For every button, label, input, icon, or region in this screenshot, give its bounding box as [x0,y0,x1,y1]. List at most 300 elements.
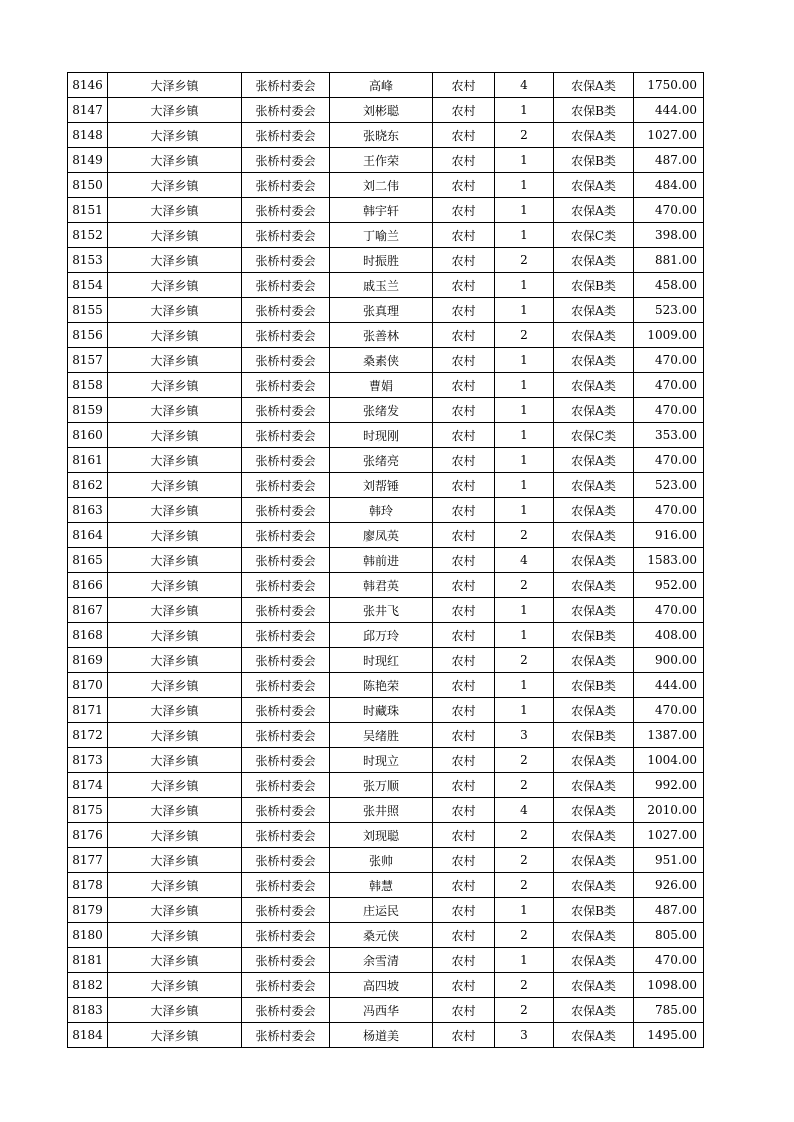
cell-category: 农保A类 [554,948,634,973]
cell-area: 农村 [433,898,495,923]
cell-village: 张桥村委会 [242,298,330,323]
cell-village: 张桥村委会 [242,798,330,823]
cell-count: 1 [495,948,554,973]
cell-village: 张桥村委会 [242,623,330,648]
cell-category: 农保A类 [554,698,634,723]
cell-amount: 785.00 [634,998,704,1023]
records-table [67,72,704,1048]
cell-id: 8157 [68,348,108,373]
cell-name: 时藏珠 [330,698,433,723]
cell-count: 2 [495,748,554,773]
cell-category: 农保A类 [554,923,634,948]
table-row [68,223,704,248]
cell-village: 张桥村委会 [242,523,330,548]
cell-town: 大泽乡镇 [108,248,242,273]
cell-id: 8168 [68,623,108,648]
cell-count: 1 [495,698,554,723]
cell-town: 大泽乡镇 [108,498,242,523]
cell-area: 农村 [433,973,495,998]
cell-count: 1 [495,348,554,373]
table-row [68,448,704,473]
cell-category: 农保A类 [554,473,634,498]
table-row [68,323,704,348]
cell-village: 张桥村委会 [242,848,330,873]
table-row [68,623,704,648]
cell-area: 农村 [433,623,495,648]
cell-amount: 470.00 [634,598,704,623]
cell-id: 8160 [68,423,108,448]
cell-town: 大泽乡镇 [108,123,242,148]
cell-amount: 470.00 [634,348,704,373]
cell-name: 张真理 [330,298,433,323]
cell-category: 农保A类 [554,323,634,348]
cell-id: 8153 [68,248,108,273]
cell-area: 农村 [433,173,495,198]
cell-amount: 916.00 [634,523,704,548]
cell-id: 8175 [68,798,108,823]
cell-town: 大泽乡镇 [108,373,242,398]
cell-amount: 523.00 [634,298,704,323]
cell-amount: 458.00 [634,273,704,298]
cell-amount: 951.00 [634,848,704,873]
cell-village: 张桥村委会 [242,998,330,1023]
cell-area: 农村 [433,423,495,448]
cell-name: 邱万玲 [330,623,433,648]
cell-village: 张桥村委会 [242,923,330,948]
cell-id: 8148 [68,123,108,148]
cell-name: 刘帮锤 [330,473,433,498]
cell-amount: 1009.00 [634,323,704,348]
cell-amount: 487.00 [634,148,704,173]
cell-count: 1 [495,98,554,123]
cell-count: 3 [495,723,554,748]
cell-amount: 805.00 [634,923,704,948]
cell-name: 韩前进 [330,548,433,573]
cell-id: 8169 [68,648,108,673]
cell-village: 张桥村委会 [242,498,330,523]
cell-category: 农保A类 [554,973,634,998]
cell-village: 张桥村委会 [242,148,330,173]
cell-count: 1 [495,623,554,648]
cell-area: 农村 [433,923,495,948]
cell-id: 8159 [68,398,108,423]
cell-name: 张万顺 [330,773,433,798]
cell-count: 2 [495,123,554,148]
cell-town: 大泽乡镇 [108,973,242,998]
table-row [68,398,704,423]
cell-town: 大泽乡镇 [108,748,242,773]
cell-area: 农村 [433,123,495,148]
cell-category: 农保A类 [554,348,634,373]
table-row [68,948,704,973]
table-row [68,923,704,948]
cell-town: 大泽乡镇 [108,923,242,948]
table-row [68,423,704,448]
cell-count: 1 [495,198,554,223]
cell-town: 大泽乡镇 [108,323,242,348]
cell-village: 张桥村委会 [242,773,330,798]
cell-area: 农村 [433,273,495,298]
cell-village: 张桥村委会 [242,1023,330,1048]
cell-area: 农村 [433,998,495,1023]
cell-count: 2 [495,848,554,873]
cell-name: 王作荣 [330,148,433,173]
cell-id: 8174 [68,773,108,798]
cell-amount: 353.00 [634,423,704,448]
cell-area: 农村 [433,773,495,798]
table-row [68,873,704,898]
cell-amount: 900.00 [634,648,704,673]
cell-town: 大泽乡镇 [108,273,242,298]
cell-name: 桑素侠 [330,348,433,373]
cell-area: 农村 [433,1023,495,1048]
cell-category: 农保A类 [554,598,634,623]
table-row [68,973,704,998]
cell-amount: 470.00 [634,373,704,398]
cell-town: 大泽乡镇 [108,448,242,473]
cell-town: 大泽乡镇 [108,598,242,623]
table-row [68,123,704,148]
cell-town: 大泽乡镇 [108,223,242,248]
cell-category: 农保B类 [554,148,634,173]
cell-town: 大泽乡镇 [108,473,242,498]
cell-category: 农保B类 [554,98,634,123]
cell-town: 大泽乡镇 [108,73,242,98]
cell-town: 大泽乡镇 [108,398,242,423]
cell-area: 农村 [433,873,495,898]
cell-category: 农保A类 [554,298,634,323]
cell-town: 大泽乡镇 [108,998,242,1023]
cell-category: 农保A类 [554,448,634,473]
cell-village: 张桥村委会 [242,748,330,773]
cell-count: 2 [495,573,554,598]
cell-name: 刘彬聪 [330,98,433,123]
cell-amount: 470.00 [634,498,704,523]
cell-id: 8161 [68,448,108,473]
cell-category: 农保A类 [554,498,634,523]
cell-id: 8182 [68,973,108,998]
cell-town: 大泽乡镇 [108,673,242,698]
cell-category: 农保A类 [554,548,634,573]
cell-count: 4 [495,73,554,98]
cell-area: 农村 [433,648,495,673]
cell-village: 张桥村委会 [242,373,330,398]
cell-village: 张桥村委会 [242,898,330,923]
cell-amount: 1004.00 [634,748,704,773]
cell-category: 农保B类 [554,623,634,648]
table-row [68,523,704,548]
cell-amount: 487.00 [634,898,704,923]
cell-count: 1 [495,148,554,173]
cell-amount: 470.00 [634,698,704,723]
cell-count: 1 [495,473,554,498]
table-row [68,573,704,598]
cell-name: 戚玉兰 [330,273,433,298]
table-row [68,348,704,373]
cell-category: 农保A类 [554,573,634,598]
cell-id: 8165 [68,548,108,573]
cell-id: 8177 [68,848,108,873]
cell-count: 1 [495,898,554,923]
table-row [68,798,704,823]
table-row [68,298,704,323]
cell-village: 张桥村委会 [242,98,330,123]
cell-village: 张桥村委会 [242,973,330,998]
cell-village: 张桥村委会 [242,423,330,448]
cell-name: 张井飞 [330,598,433,623]
cell-town: 大泽乡镇 [108,698,242,723]
cell-category: 农保A类 [554,73,634,98]
cell-name: 丁喻兰 [330,223,433,248]
cell-name: 张绪亮 [330,448,433,473]
cell-town: 大泽乡镇 [108,298,242,323]
cell-name: 桑元侠 [330,923,433,948]
cell-name: 张善林 [330,323,433,348]
cell-amount: 484.00 [634,173,704,198]
table-row [68,773,704,798]
cell-count: 2 [495,823,554,848]
cell-id: 8155 [68,298,108,323]
cell-town: 大泽乡镇 [108,623,242,648]
cell-category: 农保B类 [554,273,634,298]
cell-area: 农村 [433,673,495,698]
table-row [68,148,704,173]
table-row [68,598,704,623]
cell-area: 农村 [433,198,495,223]
cell-name: 高峰 [330,73,433,98]
cell-amount: 444.00 [634,673,704,698]
cell-name: 刘现聪 [330,823,433,848]
cell-area: 农村 [433,848,495,873]
cell-town: 大泽乡镇 [108,348,242,373]
cell-category: 农保B类 [554,898,634,923]
cell-village: 张桥村委会 [242,198,330,223]
cell-area: 农村 [433,373,495,398]
cell-count: 2 [495,323,554,348]
cell-category: 农保C类 [554,223,634,248]
cell-name: 时现刚 [330,423,433,448]
table-row [68,198,704,223]
cell-area: 农村 [433,798,495,823]
table-row [68,548,704,573]
cell-village: 张桥村委会 [242,573,330,598]
cell-category: 农保A类 [554,123,634,148]
cell-id: 8184 [68,1023,108,1048]
table-row [68,823,704,848]
cell-name: 时现立 [330,748,433,773]
cell-count: 4 [495,548,554,573]
cell-category: 农保B类 [554,673,634,698]
cell-area: 农村 [433,598,495,623]
table-row [68,898,704,923]
table-row [68,373,704,398]
cell-town: 大泽乡镇 [108,648,242,673]
cell-count: 2 [495,923,554,948]
cell-id: 8166 [68,573,108,598]
table-row [68,473,704,498]
cell-count: 1 [495,448,554,473]
cell-id: 8158 [68,373,108,398]
cell-town: 大泽乡镇 [108,723,242,748]
cell-village: 张桥村委会 [242,323,330,348]
table-row [68,723,704,748]
cell-category: 农保A类 [554,798,634,823]
cell-category: 农保B类 [554,723,634,748]
cell-village: 张桥村委会 [242,173,330,198]
cell-area: 农村 [433,573,495,598]
cell-amount: 470.00 [634,948,704,973]
cell-area: 农村 [433,223,495,248]
cell-name: 杨道美 [330,1023,433,1048]
cell-village: 张桥村委会 [242,398,330,423]
cell-count: 2 [495,523,554,548]
table-row [68,273,704,298]
cell-id: 8178 [68,873,108,898]
cell-name: 时现红 [330,648,433,673]
cell-category: 农保A类 [554,648,634,673]
table-row [68,1023,704,1048]
cell-amount: 992.00 [634,773,704,798]
table-row [68,498,704,523]
cell-count: 1 [495,498,554,523]
cell-amount: 1027.00 [634,123,704,148]
cell-count: 3 [495,1023,554,1048]
cell-town: 大泽乡镇 [108,173,242,198]
cell-id: 8171 [68,698,108,723]
table-row [68,998,704,1023]
cell-category: 农保A类 [554,848,634,873]
cell-area: 农村 [433,398,495,423]
cell-name: 韩君英 [330,573,433,598]
cell-town: 大泽乡镇 [108,198,242,223]
cell-amount: 1750.00 [634,73,704,98]
cell-name: 廖凤英 [330,523,433,548]
cell-id: 8149 [68,148,108,173]
cell-id: 8147 [68,98,108,123]
cell-category: 农保A类 [554,873,634,898]
cell-id: 8164 [68,523,108,548]
cell-village: 张桥村委会 [242,823,330,848]
cell-amount: 881.00 [634,248,704,273]
table-row [68,848,704,873]
cell-area: 农村 [433,248,495,273]
cell-area: 农村 [433,148,495,173]
cell-area: 农村 [433,823,495,848]
cell-area: 农村 [433,723,495,748]
cell-amount: 470.00 [634,198,704,223]
cell-id: 8176 [68,823,108,848]
cell-village: 张桥村委会 [242,448,330,473]
cell-village: 张桥村委会 [242,723,330,748]
cell-id: 8167 [68,598,108,623]
cell-category: 农保A类 [554,1023,634,1048]
cell-area: 农村 [433,448,495,473]
cell-area: 农村 [433,73,495,98]
cell-village: 张桥村委会 [242,598,330,623]
cell-id: 8146 [68,73,108,98]
cell-count: 1 [495,298,554,323]
cell-name: 陈艳荣 [330,673,433,698]
cell-area: 农村 [433,98,495,123]
cell-count: 2 [495,873,554,898]
cell-count: 2 [495,648,554,673]
cell-amount: 952.00 [634,573,704,598]
cell-count: 2 [495,998,554,1023]
table-row [68,698,704,723]
cell-name: 韩慧 [330,873,433,898]
cell-amount: 1027.00 [634,823,704,848]
cell-village: 张桥村委会 [242,473,330,498]
cell-count: 1 [495,398,554,423]
cell-town: 大泽乡镇 [108,948,242,973]
cell-area: 农村 [433,948,495,973]
cell-amount: 398.00 [634,223,704,248]
cell-count: 1 [495,223,554,248]
cell-id: 8172 [68,723,108,748]
cell-count: 4 [495,798,554,823]
cell-amount: 444.00 [634,98,704,123]
cell-id: 8173 [68,748,108,773]
cell-name: 刘二伟 [330,173,433,198]
cell-name: 张帅 [330,848,433,873]
cell-town: 大泽乡镇 [108,423,242,448]
cell-village: 张桥村委会 [242,698,330,723]
cell-amount: 2010.00 [634,798,704,823]
cell-name: 庄运民 [330,898,433,923]
cell-village: 张桥村委会 [242,273,330,298]
cell-village: 张桥村委会 [242,348,330,373]
cell-town: 大泽乡镇 [108,523,242,548]
cell-area: 农村 [433,698,495,723]
cell-name: 曹娟 [330,373,433,398]
cell-id: 8179 [68,898,108,923]
cell-area: 农村 [433,498,495,523]
cell-category: 农保A类 [554,748,634,773]
cell-name: 韩玲 [330,498,433,523]
table-row [68,173,704,198]
cell-category: 农保A类 [554,198,634,223]
cell-category: 农保A类 [554,998,634,1023]
cell-village: 张桥村委会 [242,673,330,698]
cell-name: 高四坡 [330,973,433,998]
cell-count: 1 [495,673,554,698]
cell-village: 张桥村委会 [242,873,330,898]
cell-id: 8183 [68,998,108,1023]
cell-id: 8163 [68,498,108,523]
cell-amount: 470.00 [634,398,704,423]
cell-amount: 1495.00 [634,1023,704,1048]
cell-area: 农村 [433,323,495,348]
cell-town: 大泽乡镇 [108,573,242,598]
cell-name: 余雪清 [330,948,433,973]
cell-town: 大泽乡镇 [108,798,242,823]
cell-town: 大泽乡镇 [108,148,242,173]
cell-amount: 470.00 [634,448,704,473]
table-row [68,98,704,123]
cell-town: 大泽乡镇 [108,98,242,123]
table-body [68,73,704,1048]
cell-name: 张晓东 [330,123,433,148]
cell-town: 大泽乡镇 [108,848,242,873]
cell-amount: 1583.00 [634,548,704,573]
cell-category: 农保A类 [554,773,634,798]
cell-name: 韩宇轩 [330,198,433,223]
cell-amount: 523.00 [634,473,704,498]
cell-category: 农保A类 [554,373,634,398]
cell-village: 张桥村委会 [242,948,330,973]
table-row [68,73,704,98]
cell-town: 大泽乡镇 [108,823,242,848]
